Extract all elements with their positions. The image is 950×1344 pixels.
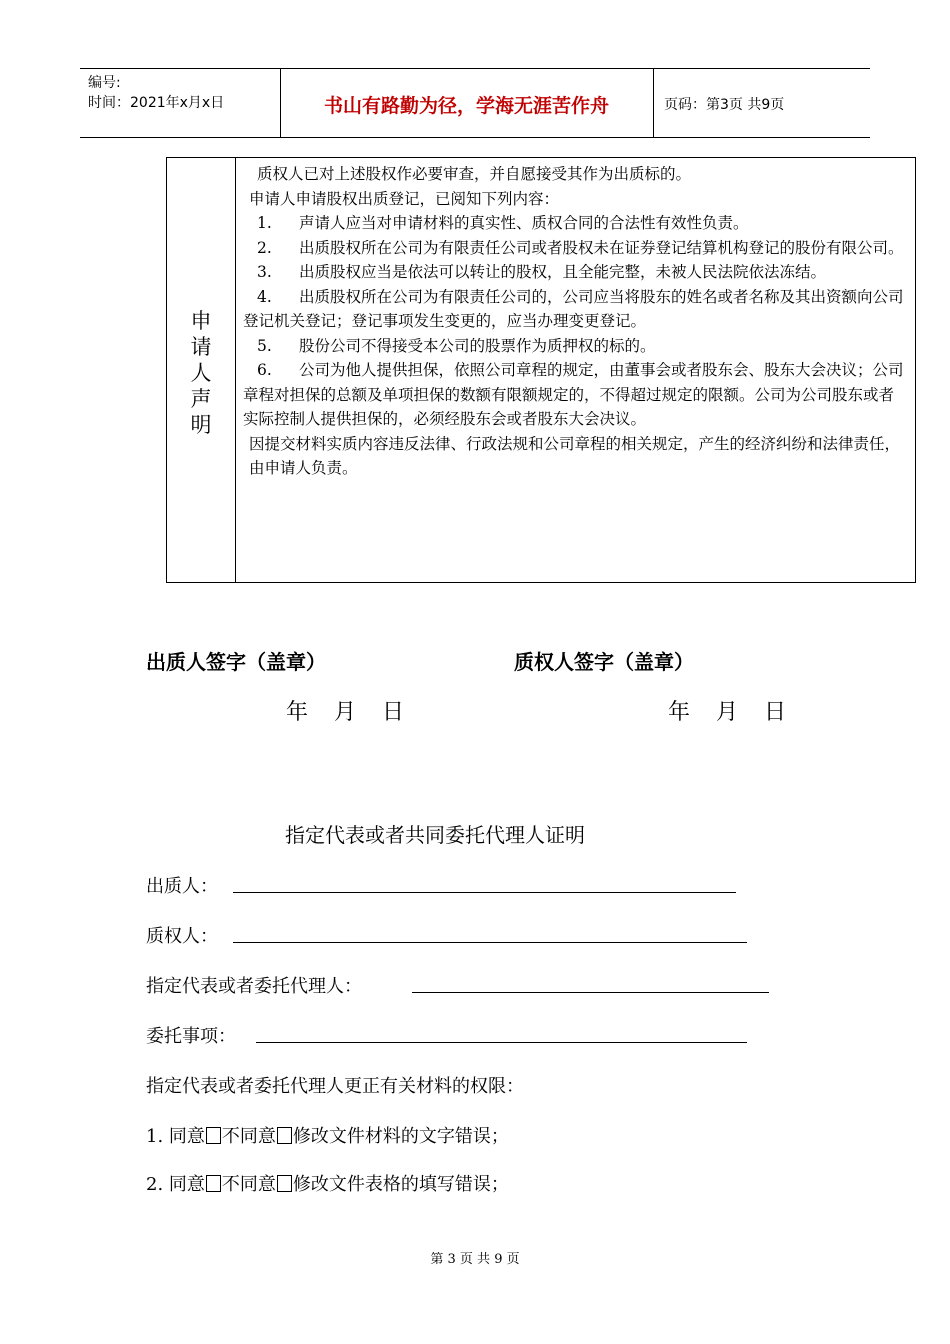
agent-field-line[interactable] [412,992,769,993]
declaration-item [243,334,907,359]
option-number: 2. [146,1174,164,1195]
authority-option-2 [146,1170,509,1196]
matter-field-label: 委托事项： [146,1026,236,1047]
agree-checkbox[interactable] [206,1127,221,1144]
declaration-intro: 质权人已对上述股权作必要审查，并自愿接受其作为出质标的。 [257,165,692,183]
declaration-item [243,285,907,334]
declaration-item [243,236,907,261]
pledgor-field-line[interactable] [233,892,736,893]
option-text: 修改文件表格的填写错误； [292,1174,509,1195]
authority-label: 指定代表或者委托代理人更正有关材料的权限： [146,1076,524,1097]
day-label: 日 [382,700,405,725]
authority-option-1 [146,1122,509,1148]
declaration-label-text: 申请人声明 [190,309,212,437]
item-text: 公司为他人提供担保，依照公司章程的规定，由董事会或者股东会、股东大会决议；公司章程对担保的总额及单项担保的数额有限额规定的，不得超过规定的限额。公司为公司股东或者实际控制人提供担保的，必须经股东会或者股东大会决议。 [243,361,904,428]
pledgee-field-line[interactable] [233,942,747,943]
year-label: 年 [286,700,309,725]
page-header [80,68,870,138]
pledgor-date [286,695,430,726]
applicant-declaration-table [166,157,916,583]
pledgee-date [668,695,812,726]
item-number: 6. [257,361,272,379]
declaration-item [243,211,907,236]
agree-checkbox[interactable] [206,1175,221,1192]
header-page-info: 页码：第3页 共9页 [664,97,785,113]
agree-label: 同意 [168,1174,205,1195]
item-number: 2. [257,238,272,257]
header-meta [88,73,224,113]
disagree-label: 不同意 [221,1126,276,1147]
declaration-item [243,260,907,285]
month-label: 月 [334,700,357,725]
header-motto: 书山有路勤为径，学海无涯苦作舟 [323,95,609,117]
pledgee-field-label: 质权人： [146,926,218,947]
time-label: 时间：2021年x月x日 [88,95,225,111]
agree-label: 同意 [168,1126,205,1147]
pledgee-signature-label: 质权人签字（盖章） [514,650,694,674]
declaration-items [243,211,907,432]
item-number: 3. [257,263,272,281]
disagree-checkbox[interactable] [277,1175,292,1192]
option-text: 修改文件材料的文字错误； [292,1126,509,1147]
matter-field-line[interactable] [256,1042,747,1043]
month-label: 月 [716,700,739,725]
pledgor-field-label: 出质人： [146,876,218,897]
option-number: 1. [146,1126,164,1147]
item-number: 5. [257,336,272,355]
item-text: 出质股权应当是依法可以转让的股权，且全能完整，未被人民法院依法冻结。 [299,263,827,281]
declaration-item [243,358,907,432]
item-text: 出质股权所在公司为有限责任公司或者股权未在证券登记结算机构登记的股份有限公司。 [299,238,904,257]
table-divider [235,158,236,582]
declaration-intro: 申请人申请股权出质登记，已阅知下列内容： [249,189,560,208]
declaration-label [167,308,235,438]
year-label: 年 [668,700,691,725]
day-label: 日 [764,700,787,725]
disagree-checkbox[interactable] [277,1127,292,1144]
serial-label: 编号: [88,75,121,91]
declaration-closing: 因提交材料实质内容违反法律、行政法规和公司章程的相关规定，产生的经济纠纷和法律责任，由申请人负责。 [249,434,901,477]
declaration-body [243,162,907,481]
disagree-label: 不同意 [221,1174,276,1195]
proxy-title: 指定代表或者共同委托代理人证明 [285,823,585,847]
item-number: 1. [257,214,272,232]
item-text: 声请人应当对申请材料的真实性、质权合同的合法性有效性负责。 [299,214,749,232]
item-text: 股份公司不得接受本公司的股票作为质押权的标的。 [299,336,656,355]
pledgor-signature-label: 出质人签字（盖章） [146,650,326,674]
header-divider [653,69,654,137]
item-text: 出质股权所在公司为有限责任公司的，公司应当将股东的姓名或者名称及其出资额向公司登记机关登记；登记事项发生变更的，应当办理变更登记。 [243,287,904,330]
item-number: 4. [257,287,272,306]
agent-field-label: 指定代表或者委托代理人： [146,976,362,997]
page-footer: 第 3 页 共 9 页 [430,1252,520,1267]
